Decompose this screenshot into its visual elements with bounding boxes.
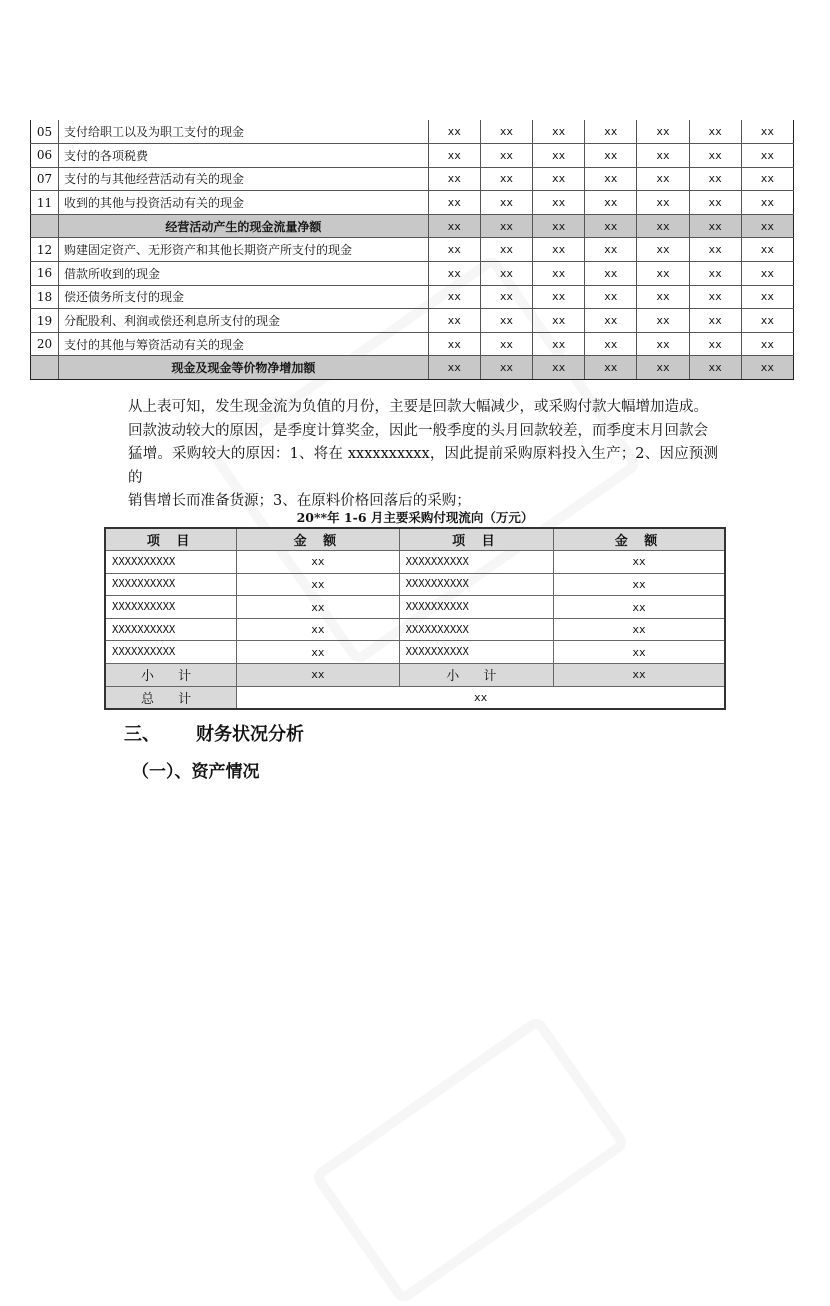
purchase-row	[105, 641, 725, 664]
value-cell: xx	[533, 262, 585, 286]
cash-flow-row	[31, 332, 794, 356]
total-label: 总 计	[105, 686, 237, 709]
watermark	[309, 1014, 630, 1306]
row-number: 16	[31, 262, 59, 286]
item-cell: XXXXXXXXXX	[399, 551, 554, 574]
cash-flow-row	[31, 214, 794, 238]
value-cell: xx	[533, 214, 585, 238]
value-cell: xx	[428, 356, 480, 380]
value-cell: xx	[741, 332, 793, 356]
value-cell: xx	[689, 356, 741, 380]
value-cell: xx	[480, 191, 532, 215]
row-name: 分配股利、利润或偿还利息所支付的现金	[58, 309, 428, 333]
value-cell: xx	[533, 120, 585, 144]
purchase-row	[105, 596, 725, 619]
value-cell: xx	[741, 191, 793, 215]
item-cell: XXXXXXXXXX	[399, 618, 554, 641]
value-cell: xx	[480, 120, 532, 144]
row-number	[31, 214, 59, 238]
value-cell: xx	[428, 167, 480, 191]
row-number	[31, 356, 59, 380]
value-cell: xx	[480, 238, 532, 262]
row-name: 收到的其他与投资活动有关的现金	[58, 191, 428, 215]
value-cell: xx	[689, 332, 741, 356]
cash-flow-row	[31, 309, 794, 333]
item-cell: XXXXXXXXXX	[399, 641, 554, 664]
value-cell: xx	[585, 332, 637, 356]
row-number: 06	[31, 144, 59, 168]
value-cell: xx	[741, 120, 793, 144]
row-name: 支付给职工以及为职工支付的现金	[58, 120, 428, 144]
subsection-heading: （一）、资产情况	[132, 762, 260, 782]
amount-cell: xx	[237, 573, 399, 596]
value-cell: xx	[533, 144, 585, 168]
value-cell: xx	[428, 120, 480, 144]
section-number: 三、	[124, 724, 160, 745]
header-cell: 项 目	[105, 528, 237, 551]
row-number: 12	[31, 238, 59, 262]
value-cell: xx	[428, 191, 480, 215]
cash-flow-row	[31, 238, 794, 262]
value-cell: xx	[533, 309, 585, 333]
item-cell: XXXXXXXXXX	[105, 573, 237, 596]
amount-cell: xx	[554, 641, 725, 664]
cash-flow-row	[31, 191, 794, 215]
amount-cell: xx	[237, 641, 399, 664]
value-cell: xx	[689, 167, 741, 191]
value-cell: xx	[585, 120, 637, 144]
value-cell: xx	[480, 144, 532, 168]
row-number: 07	[31, 167, 59, 191]
purchase-table-header	[105, 528, 725, 551]
paragraph-line: 猛增。采购较大的原因：1、将在 xxxxxxxxxx，因此提前采购原料投入生产；2、因应预测的	[128, 446, 718, 486]
cash-flow-row	[31, 167, 794, 191]
row-name: 经营活动产生的现金流量净额	[58, 214, 428, 238]
value-cell: xx	[480, 309, 532, 333]
value-cell: xx	[533, 167, 585, 191]
subtotal-amount: xx	[237, 664, 399, 687]
value-cell: xx	[585, 238, 637, 262]
amount-cell: xx	[237, 618, 399, 641]
value-cell: xx	[533, 191, 585, 215]
amount-cell: xx	[237, 551, 399, 574]
purchase-row	[105, 573, 725, 596]
value-cell: xx	[689, 285, 741, 309]
value-cell: xx	[637, 144, 689, 168]
value-cell: xx	[533, 356, 585, 380]
value-cell: xx	[689, 309, 741, 333]
value-cell: xx	[689, 262, 741, 286]
item-cell: XXXXXXXXXX	[399, 596, 554, 619]
value-cell: xx	[585, 214, 637, 238]
section-heading	[124, 720, 304, 746]
value-cell: xx	[741, 214, 793, 238]
value-cell: xx	[480, 262, 532, 286]
value-cell: xx	[428, 309, 480, 333]
cash-flow-row	[31, 262, 794, 286]
paragraph-line: 从上表可知，发生现金流为负值的月份，主要是回款大幅减少，或采购付款大幅增加造成。	[128, 399, 708, 415]
total-amount: xx	[237, 686, 725, 709]
value-cell: xx	[585, 285, 637, 309]
analysis-paragraph	[128, 396, 718, 514]
cash-flow-row	[31, 285, 794, 309]
value-cell: xx	[741, 262, 793, 286]
value-cell: xx	[428, 262, 480, 286]
value-cell: xx	[637, 356, 689, 380]
value-cell: xx	[585, 309, 637, 333]
value-cell: xx	[585, 262, 637, 286]
value-cell: xx	[741, 356, 793, 380]
purchase-row	[105, 551, 725, 574]
value-cell: xx	[533, 285, 585, 309]
header-cell: 金 额	[554, 528, 725, 551]
item-cell: XXXXXXXXXX	[105, 641, 237, 664]
total-row	[105, 686, 725, 709]
header-cell: 项 目	[399, 528, 554, 551]
value-cell: xx	[637, 191, 689, 215]
value-cell: xx	[585, 167, 637, 191]
value-cell: xx	[480, 356, 532, 380]
subtotal-row	[105, 664, 725, 687]
purchase-table-caption: 20**年 1-6 月主要采购付现流向（万元）	[296, 510, 534, 525]
value-cell: xx	[637, 167, 689, 191]
value-cell: xx	[741, 285, 793, 309]
cash-flow-row	[31, 144, 794, 168]
value-cell: xx	[637, 332, 689, 356]
value-cell: xx	[689, 191, 741, 215]
value-cell: xx	[480, 167, 532, 191]
subtotal-amount: xx	[554, 664, 725, 687]
value-cell: xx	[637, 309, 689, 333]
purchase-row	[105, 618, 725, 641]
value-cell: xx	[741, 238, 793, 262]
value-cell: xx	[533, 238, 585, 262]
row-number: 05	[31, 120, 59, 144]
value-cell: xx	[741, 167, 793, 191]
value-cell: xx	[637, 214, 689, 238]
row-number: 19	[31, 309, 59, 333]
value-cell: xx	[428, 214, 480, 238]
subtotal-label: 小 计	[399, 664, 554, 687]
value-cell: xx	[428, 332, 480, 356]
value-cell: xx	[585, 356, 637, 380]
item-cell: XXXXXXXXXX	[105, 596, 237, 619]
value-cell: xx	[689, 238, 741, 262]
value-cell: xx	[480, 214, 532, 238]
value-cell: xx	[689, 144, 741, 168]
value-cell: xx	[637, 238, 689, 262]
value-cell: xx	[533, 332, 585, 356]
paragraph-line: 销售增长而准备货源；3、在原料价格回落后的采购；	[128, 493, 471, 509]
cash-flow-table	[30, 120, 794, 380]
value-cell: xx	[689, 214, 741, 238]
value-cell: xx	[480, 285, 532, 309]
amount-cell: xx	[554, 573, 725, 596]
cash-flow-row	[31, 120, 794, 144]
value-cell: xx	[741, 144, 793, 168]
value-cell: xx	[480, 332, 532, 356]
value-cell: xx	[428, 238, 480, 262]
value-cell: xx	[428, 285, 480, 309]
row-number: 18	[31, 285, 59, 309]
value-cell: xx	[637, 120, 689, 144]
item-cell: XXXXXXXXXX	[105, 551, 237, 574]
row-name: 支付的其他与筹资活动有关的现金	[58, 332, 428, 356]
paragraph-line: 回款波动较大的原因，是季度计算奖金，因此一般季度的头月回款较差，而季度末月回款会	[128, 422, 708, 439]
item-cell: XXXXXXXXXX	[105, 618, 237, 641]
purchase-table	[104, 527, 726, 710]
row-name: 借款所收到的现金	[58, 262, 428, 286]
value-cell: xx	[741, 309, 793, 333]
row-name: 偿还债务所支付的现金	[58, 285, 428, 309]
amount-cell: xx	[237, 596, 399, 619]
value-cell: xx	[637, 285, 689, 309]
value-cell: xx	[689, 120, 741, 144]
section-title: 财务状况分析	[196, 724, 304, 745]
subtotal-label: 小 计	[105, 664, 237, 687]
cash-flow-row	[31, 356, 794, 380]
header-cell: 金 额	[237, 528, 399, 551]
value-cell: xx	[637, 262, 689, 286]
value-cell: xx	[585, 144, 637, 168]
row-name: 现金及现金等价物净增加额	[58, 356, 428, 380]
row-number: 11	[31, 191, 59, 215]
amount-cell: xx	[554, 596, 725, 619]
item-cell: XXXXXXXXXX	[399, 573, 554, 596]
row-number: 20	[31, 332, 59, 356]
row-name: 支付的各项税费	[58, 144, 428, 168]
amount-cell: xx	[554, 618, 725, 641]
row-name: 购建固定资产、无形资产和其他长期资产所支付的现金	[58, 238, 428, 262]
value-cell: xx	[585, 191, 637, 215]
row-name: 支付的与其他经营活动有关的现金	[58, 167, 428, 191]
value-cell: xx	[428, 144, 480, 168]
amount-cell: xx	[554, 551, 725, 574]
